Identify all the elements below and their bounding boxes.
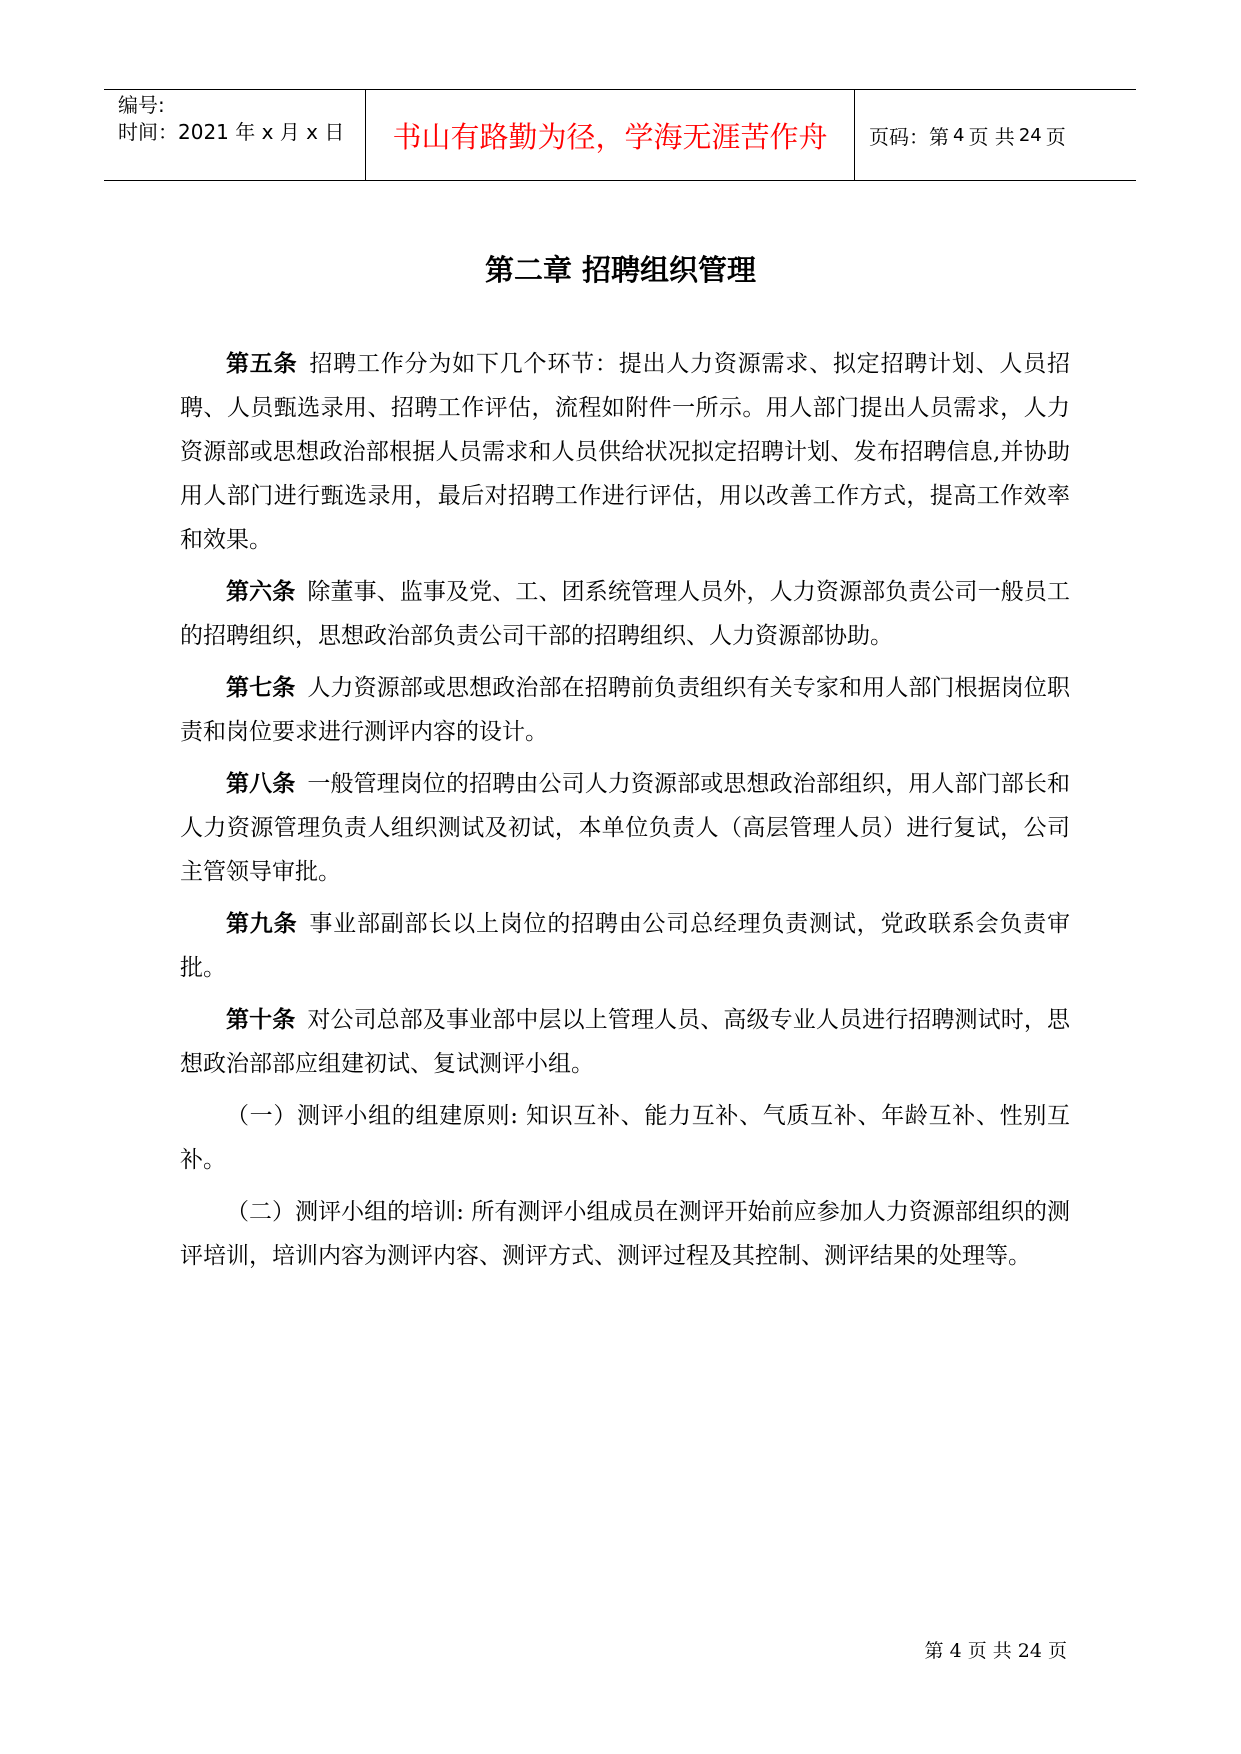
- article-text: 一般管理岗位的招聘由公司人力资源部或思想政治部组织，用人部门部长和人力资源管理负责人组织测试及初试，本单位负责人（高层管理人员）进行复试，公司主管领导审批。: [180, 771, 1071, 885]
- article-label: 第八条: [226, 771, 296, 797]
- page-suffix: 页: [1045, 124, 1066, 149]
- article-paragraph: [180, 902, 1070, 990]
- chapter-title: 第二章 招聘组织管理: [484, 253, 757, 287]
- article-label: 第六条: [226, 579, 296, 605]
- article-text: 招聘工作分为如下几个环节：提出人力资源需求、拟定招聘计划、人员招聘、人员甄选录用、招聘工作评估，流程如附件一所示。用人部门提出人员需求，人力资源部或思想政治部根据人员需求和人员供给状况拟定招聘计划、发布招聘信息,并协助用人部门进行甄选录用，最后对招聘工作进行评估，用以改善工作方式，提高工作效率和效果。: [180, 351, 1071, 553]
- article-label: 第九条: [226, 911, 298, 937]
- page-footer: 第 4 页 共 24 页: [924, 1640, 1067, 1662]
- document-number-label: 编号:: [118, 93, 165, 117]
- article-text: 人力资源部或思想政治部在招聘前负责组织有关专家和用人部门根据岗位职责和岗位要求进行测评内容的设计。: [180, 675, 1071, 745]
- sub-item-paragraph: （二）测评小组的培训: 所有测评小组成员在测评开始前应参加人力资源部组织的测评培训，培训内容为测评内容、测评方式、测评过程及其控制、测评结果的处理等。: [180, 1199, 1070, 1269]
- article-paragraph: [180, 342, 1070, 562]
- page-middle: 页 共: [968, 124, 1015, 149]
- header-motto: 书山有路勤为径，学海无涯苦作舟: [366, 90, 855, 180]
- article-paragraph: [180, 666, 1070, 754]
- article-paragraph: [180, 570, 1070, 658]
- page-current: 4: [953, 124, 965, 146]
- article-text: 对公司总部及事业部中层以上管理人员、高级专业人员进行招聘测试时，思想政治部部应组建初试、复试测评小组。: [180, 1007, 1071, 1077]
- article-paragraph: [180, 762, 1070, 894]
- article-label: 第七条: [226, 675, 296, 701]
- article-label: 第五条: [226, 351, 298, 377]
- document-time: 时间：2021 年 x 月 x 日: [118, 120, 345, 144]
- document-body: [180, 342, 1070, 1286]
- article-paragraph: [180, 998, 1070, 1086]
- page-prefix: 页码：第: [869, 124, 949, 149]
- article-label: 第十条: [226, 1007, 296, 1033]
- page-total: 24: [1018, 124, 1042, 146]
- article-text: 除董事、监事及党、工、团系统管理人员外，人力资源部负责公司一般员工的招聘组织，思想政治部负责公司干部的招聘组织、人力资源部协助。: [180, 579, 1071, 649]
- article-text: 事业部副部长以上岗位的招聘由公司总经理负责测试，党政联系会负责审批。: [180, 911, 1071, 981]
- page-header: [104, 89, 1136, 181]
- header-page-info: [855, 90, 1136, 180]
- sub-item-paragraph: （一）测评小组的组建原则: 知识互补、能力互补、气质互补、年龄互补、性别互补。: [180, 1103, 1070, 1173]
- header-meta: [104, 90, 366, 180]
